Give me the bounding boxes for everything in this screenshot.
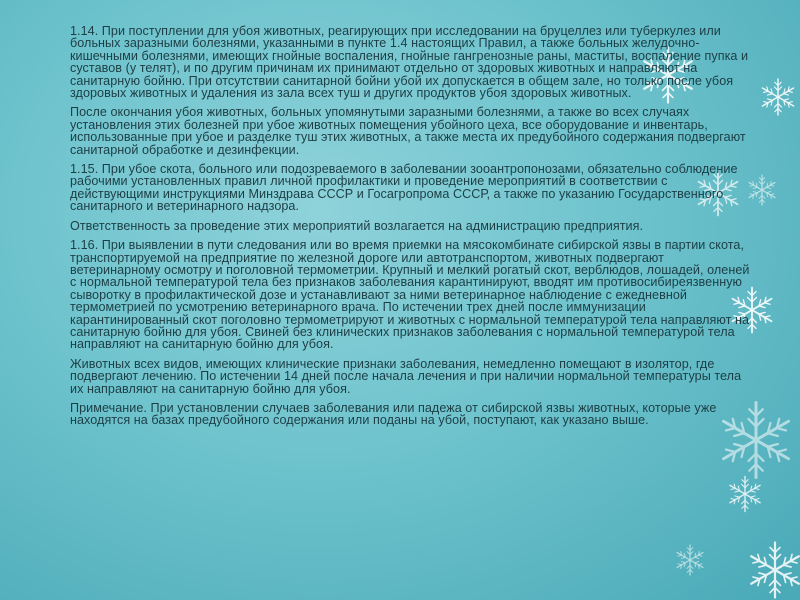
snowflake-icon [748,175,777,205]
snowflake-icon [676,545,705,575]
document-body [34,25,750,434]
paragraph-text: После окончания убоя животных, больных упомянутыми заразными болезнями, а также во всех случаях установления этих болезней при убое животных помещения убойного цеха, все оборудование и инвентарь, использованные при убое и разделке туш этих животных, а также места их предубойного содержания подвергают санитарной обработке и дезинфекции. [70,105,746,157]
paragraph-disinfection [34,106,750,156]
paragraph-isolation [34,358,750,395]
paragraph-1-16 [34,239,750,351]
paragraph-1-15 [34,163,750,213]
paragraph-text: 1.16. При выявлении в пути следования или во время приемки на мясокомбинате сибирской язвы в партии скота, транспортируемой на предприятие по железной дороге или автотранспортом, животных подвергают ветеринарному осмотру и поголовной термометрии. Крупный и мелкий рогатый скот, верблюдов, лошадей, оленей с нормальной температурой тела без признаков заболевания карантинируют, вводят им противосибиреязвенную сыворотку в профилактической дозе и устанавливают за ними ветеринарное наблюдение с ежедневной термометрией по усмотрению ветеринарного врача. По истечении трех дней после иммунизации карантинированный скот поголовно термометрируют и животных с нормальной температурой тела направляют на санитарную бойню для убоя. Свиней без клинических признаков заболевания с нормальной температурой тела направляют на санитарную бойню для убоя. [70,238,750,352]
paragraph-text: Животных всех видов, имеющих клинические признаки заболевания, немедленно помещают в изолятор, где подвергают лечению. По истечении 14 дней после начала лечения и при наличии нормальной температуры тела их направляют на санитарную бойню для убоя. [70,356,742,396]
snowflake-icon [728,477,762,512]
paragraph-text: 1.15. При убое скота, больного или подозреваемого в заболевании зооантропонозами, обязательно соблюдение рабочими установленных правил личной профилактики и проведение мероприятий в соответствии с действующими инструкциями Минздрава СССР и Госагропрома СССР, а также по указанию Государственного санитарного и ветеринарного надзора. [70,162,738,214]
paragraph-text: Примечание. При установлении случаев заболевания или падежа от сибирской язвы животных, которые уже находятся на базах предубойного содержания или поданы на убой, поступают, как указано выше. [70,400,717,428]
paragraph-1-14 [34,25,750,99]
paragraph-responsibility [34,220,750,232]
paragraph-text: Ответственность за проведение этих мероприятий возлагается на администрацию предприятия. [70,218,644,233]
paragraph-note [34,402,750,427]
snowflake-icon [748,543,800,598]
paragraph-text: 1.14. При поступлении для убоя животных, реагирующих при исследовании на бруцеллез или туберкулез или больных заразными болезнями, указанными в пункте 1.4 настоящих Правил, а также больных желудочно-кишечными болезнями, имеющих гнойные воспаления, гнойные гангренозные раны, маститы, воспаление пупка и суставов (у телят), и по другим причинам их принимают отдельно от здоровых животных и направляют на санитарную бойню. При отсутствии санитарной бойни убой их допускается в общем зале, но только после убоя здоровых животных и удаления из зала всех туш и других продуктов убоя здоровых животных. [70,24,749,101]
snowflake-icon [761,79,796,115]
